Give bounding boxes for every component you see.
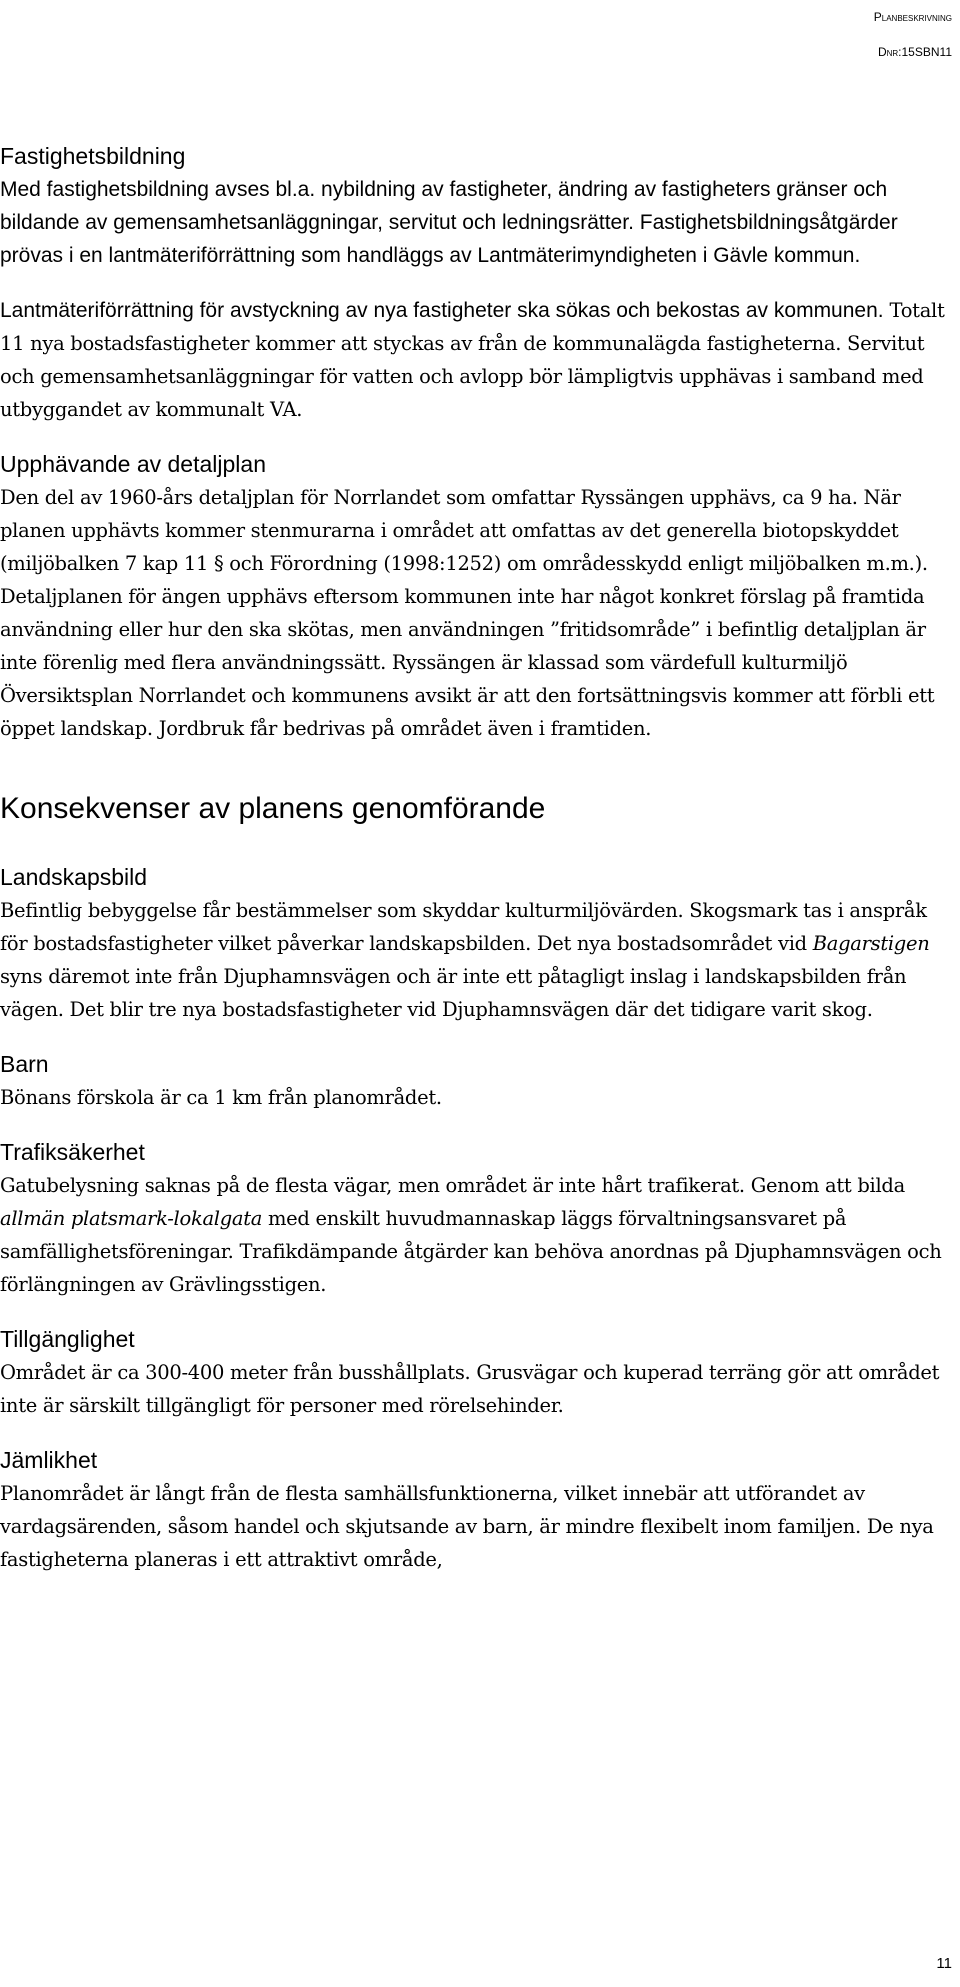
page-header (874, 0, 952, 70)
trafiksakerhet-italic: allmän platsmark-lokalgata (0, 1207, 263, 1230)
landskapsbild-italic: Bagarstigen (812, 932, 930, 955)
trafiksakerhet-text-a: Gatubelysning saknas på de flesta vägar, men området är inte hårt trafikerat. Genom att bilda (0, 1174, 905, 1197)
heading-barn: Barn (0, 1051, 49, 1077)
landskapsbild-text-b: syns däremot inte från Djuphamnsvägen och är inte ett påtagligt inslag i landskapsbilden från vägen. Det blir tre nya bostadsfastigheter vid Djuphamnsvägen där det tidigare varit skog. (0, 965, 907, 1021)
paragraph-barn: Bönans förskola är ca 1 km från planområdet. (0, 1086, 442, 1109)
paragraph-landskapsbild (0, 894, 950, 1026)
heading-tillganglighet: Tillgänglighet (0, 1326, 135, 1352)
landskapsbild-text-a: Befintlig bebyggelse får bestämmelser som skyddar kulturmiljövärden. Skogsmark tas i anspråk för bostadsfastigheter vilket påverkar landskapsbilden. Det nya bostadsområdet vid (0, 899, 927, 955)
heading-trafiksakerhet: Trafiksäkerhet (0, 1139, 145, 1165)
page-number: 11 (936, 1955, 952, 1972)
paragraph-fastighetsbildning: Med fastighetsbildning avses bl.a. nybildning av fastigheter, ändring av fastigheters gränser och bildande av gemensamhetsanläggningar, servitut och ledningsrätter. Fastighetsbildningsåtgärder prövas i en lantmäteriförrättning som handläggs av Lantmäterimyndigheten i Gävle kommun. (0, 178, 898, 267)
paragraph-tillganglighet: Området är ca 300-400 meter från busshållplats. Grusvägar och kuperad terräng gör att området inte är särskilt tillgängligt för personer med rörelsehinder. (0, 1361, 940, 1417)
diary-number: Dnr:15SBN11 (877, 45, 952, 59)
document-type: Planbeskrivning (873, 10, 952, 24)
paragraph-lantmateriforrattning-sans: Lantmäteriförrättning för avstyckning av nya fastigheter ska sökas och bekostas av kommunen. (0, 299, 884, 322)
paragraph-upphavande: Den del av 1960-års detaljplan för Norrlandet som omfattar Ryssängen upphävs, ca 9 ha. När planen upphävts kommer stenmurarna i området att omfattas av det generella biotopskyddet (miljöbalken 7 kap 11 § och Förordning (1998:1252) om områdesskydd enligt miljöbalken m.m.). Detaljplanen för ängen upphävs eftersom kommunen inte har något konkret förslag på framtida användning eller hur den ska skötas, men användningen ”fritidsområde” i befintlig detaljplan är inte förenlig med flera användningssätt. Ryssängen är klassad som värdefull kulturmiljö Översiktsplan Norrlandet och kommunens avsikt är att den fortsättningsvis kommer att förbli ett öppet landskap. Jordbruk får bedrivas på området även i framtiden. (0, 486, 935, 740)
heading-landskapsbild: Landskapsbild (0, 864, 148, 890)
heading-upphavande: Upphävande av detaljplan (0, 451, 266, 477)
heading-konsekvenser: Konsekvenser av planens genomförande (0, 792, 546, 825)
paragraph-trafiksakerhet (0, 1169, 950, 1301)
heading-fastighetsbildning: Fastighetsbildning (0, 143, 186, 169)
trafiksakerhet-text-b: med enskilt huvudmannaskap läggs förvaltningsansvaret på samfällighetsföreningar. Trafikdämpande åtgärder kan behöva anordnas på Djuphamnsvägen och förlängningen av Grävlingsstigen. (0, 1207, 942, 1296)
heading-jamlikhet: Jämlikhet (0, 1447, 98, 1473)
paragraph-lantmateriforrattning (0, 294, 950, 426)
document-body (0, 140, 950, 1576)
paragraph-lantmateriforrattning-serif: Totalt 11 nya bostadsfastigheter kommer att styckas av från de kommunalägda fastigheterna. Servitut och gemensamhetsanläggningar för vatten och avlopp bör lämpligtvis upphävas i samband med utbyggandet av kommunalt VA. (0, 299, 945, 421)
paragraph-jamlikhet: Planområdet är långt från de flesta samhällsfunktionerna, vilket innebär att utförandet av vardagsärenden, såsom handel och skjutsande av barn, är mindre flexibelt inom familjen. De nya fastigheterna planeras i ett attraktivt område, (0, 1482, 934, 1571)
